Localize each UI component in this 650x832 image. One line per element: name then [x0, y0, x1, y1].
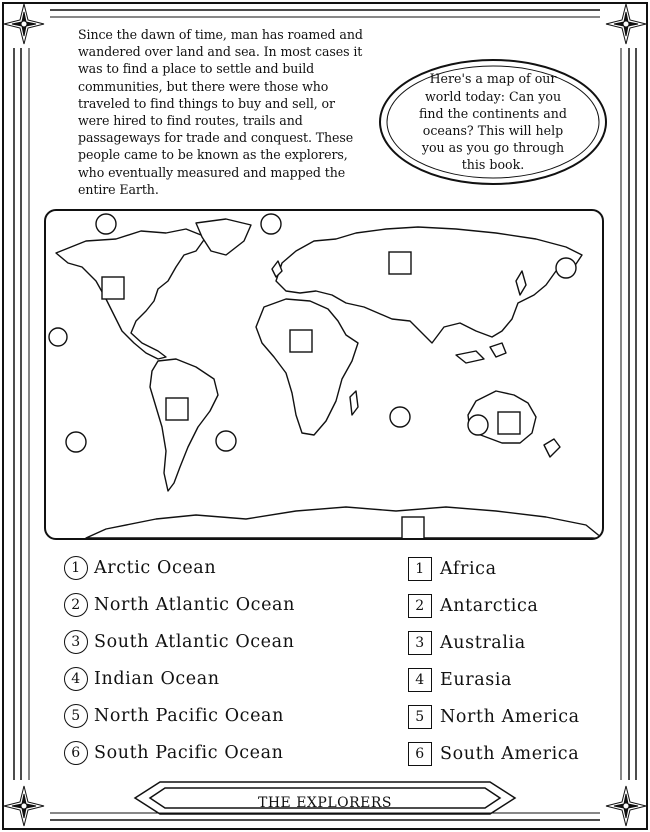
north-america-marker [102, 277, 124, 299]
south-pacific-marker-west [468, 415, 488, 435]
continent-item: 2 Antarctica [408, 587, 580, 624]
south-pacific-marker-east [66, 432, 86, 452]
australia-marker [498, 412, 520, 434]
footer-title: THE EXPLORERS [258, 795, 392, 811]
arctic-ocean-marker [96, 214, 116, 234]
ocean-item: 4 Indian Ocean [64, 660, 295, 697]
continent-item: 4 Eurasia [408, 661, 580, 698]
continent-item: 6 South America [408, 735, 580, 772]
north-atlantic-marker [261, 214, 281, 234]
ocean-item: 1 Arctic Ocean [64, 549, 295, 586]
continent-item: 3 Australia [408, 624, 580, 661]
eurasia-marker [389, 252, 411, 274]
callout-text: Here's a map of our world today: Can you find the continents and oceans? This will help you as you go through this book. [419, 71, 567, 173]
ocean-item: 5 North Pacific Ocean [64, 697, 295, 734]
continent-item: 5 North America [408, 698, 580, 735]
north-pacific-marker-west [556, 258, 576, 278]
antarctica-shape [86, 507, 602, 538]
africa-shape [256, 299, 358, 435]
greenland-shape [196, 219, 251, 255]
south-america-shape [150, 359, 218, 491]
ocean-item: 3 South Atlantic Ocean [64, 623, 295, 660]
north-america-shape [56, 229, 206, 359]
world-map [44, 209, 604, 540]
south-atlantic-marker [216, 431, 236, 451]
indian-ocean-marker [390, 407, 410, 427]
continent-item: 1 Africa [408, 550, 580, 587]
oceans-legend [64, 549, 295, 771]
north-pacific-marker-east [49, 328, 67, 346]
africa-marker [290, 330, 312, 352]
continents-legend [408, 550, 580, 772]
antarctica-marker [402, 517, 424, 538]
map-callout [378, 60, 608, 184]
intro-paragraph: Since the dawn of time, man has roamed and wandered over land and sea. In most cases it was to find a place to settle and build communities, but there were those who traveled to find things to buy and sell, or were hired to find routes, trails and passageways for trade and conquest. These people came to be known as the explorers, who eventually measured and mapped the entire Earth. [78, 27, 363, 197]
ocean-item: 2 North Atlantic Ocean [64, 586, 295, 623]
south-america-marker [166, 398, 188, 420]
ocean-item: 6 South Pacific Ocean [64, 734, 295, 771]
